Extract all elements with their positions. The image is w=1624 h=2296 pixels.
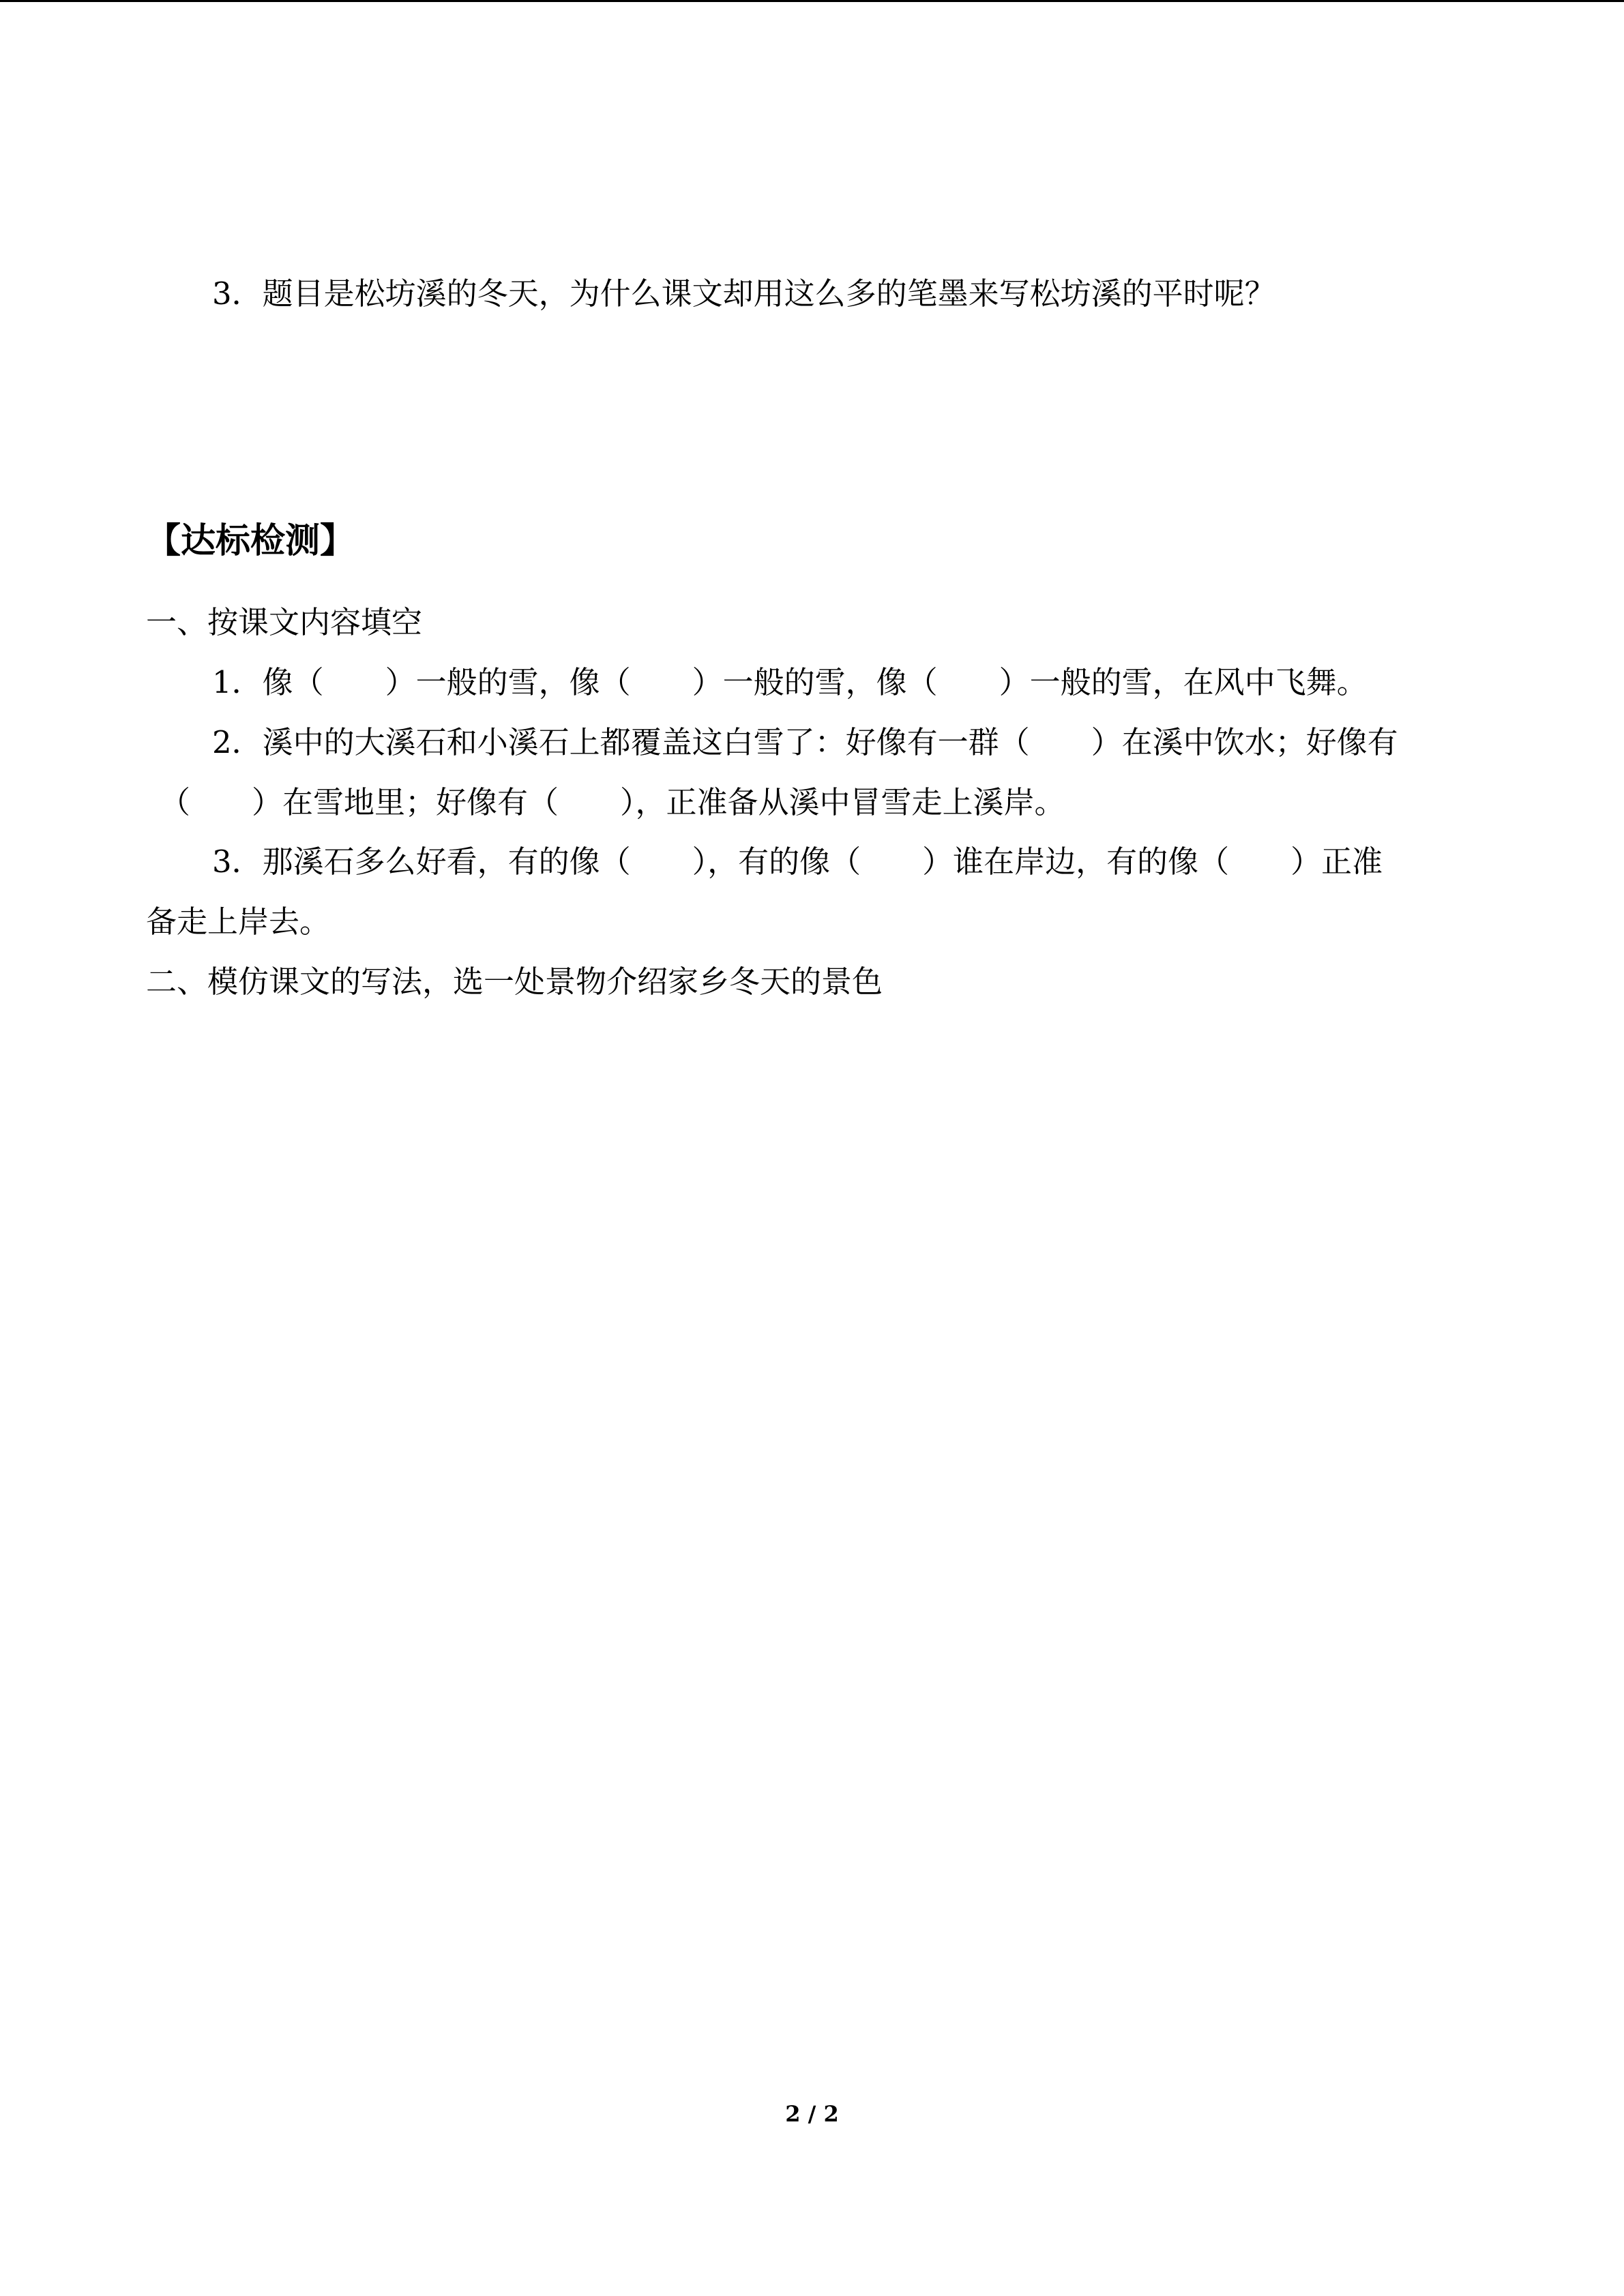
page-number: 2 / 2 (785, 2101, 839, 2127)
question-3-text: 3．题目是松坊溪的冬天，为什么课文却用这么多的笔墨来写松坊溪的平时呢？ (212, 275, 1275, 312)
fill-blank-item-2-line-2: （ ）在雪地里；好像有（ ），正准备从溪中冒雪走上溪岸。 (160, 784, 1065, 820)
part-two-title: 二、模仿课文的写法，选一处景物介绍家乡冬天的景色 (146, 964, 883, 1000)
section-heading: 【达标检测】 (146, 520, 355, 561)
part-one-title: 一、按课文内容填空 (146, 604, 423, 640)
fill-blank-item-3-line-1: 3．那溪石多么好看，有的像（ ），有的像（ ）谁在岸边，有的像（ ）正准 (212, 844, 1383, 880)
fill-blank-item-3-line-2: 备走上岸去。 (146, 904, 331, 940)
page-top-border (0, 0, 1624, 2)
fill-blank-item-2-line-1: 2．溪中的大溪石和小溪石上都覆盖这白雪了：好像有一群（ ）在溪中饮水；好像有 (212, 724, 1398, 760)
fill-blank-item-1: 1．像（ ）一般的雪，像（ ）一般的雪，像（ ）一般的雪，在风中飞舞。 (212, 664, 1368, 700)
